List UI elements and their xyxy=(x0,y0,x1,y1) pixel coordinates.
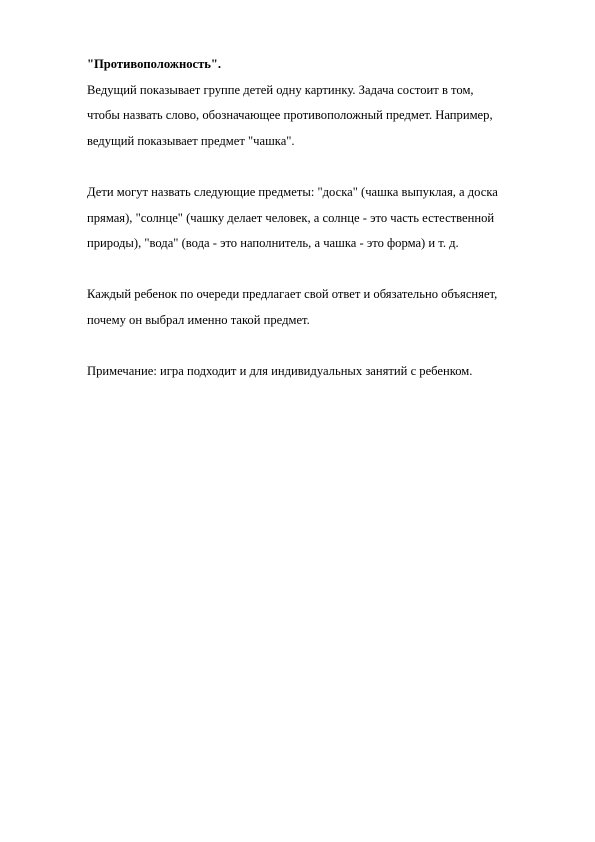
paragraph-1 xyxy=(87,78,557,155)
paragraph-gap xyxy=(87,257,557,283)
paragraph-line: Дети могут назвать следующие предметы: "доска" (чашка выпуклая, а доска xyxy=(87,184,498,199)
paragraph-2 xyxy=(87,180,557,257)
paragraph-gap xyxy=(87,154,557,180)
paragraph-gap xyxy=(87,334,557,360)
document-title: "Противоположность". xyxy=(87,57,222,71)
paragraph-line: чтобы назвать слово, обозначающее противоположный предмет. Например, xyxy=(87,108,493,123)
paragraph-line: прямая), "солнце" (чашку делает человек, а солнце - это часть естественной xyxy=(87,210,495,225)
paragraph-line: ведущий показывает предмет "чашка". xyxy=(87,133,295,148)
paragraph-3 xyxy=(87,282,557,333)
document-page xyxy=(87,52,557,385)
paragraph-line: Примечание: игра подходит и для индивидуальных занятий с ребенком. xyxy=(87,364,473,379)
paragraph-line: природы), "вода" (вода - это наполнитель, а чашка - это форма) и т. д. xyxy=(87,236,459,251)
paragraph-line: Каждый ребенок по очереди предлагает свой ответ и обязательно объясняет, xyxy=(87,287,498,302)
paragraph-line: Ведущий показывает группе детей одну картинку. Задача состоит в том, xyxy=(87,82,474,97)
paragraph-line: почему он выбрал именно такой предмет. xyxy=(87,312,310,327)
paragraph-note xyxy=(87,359,557,385)
